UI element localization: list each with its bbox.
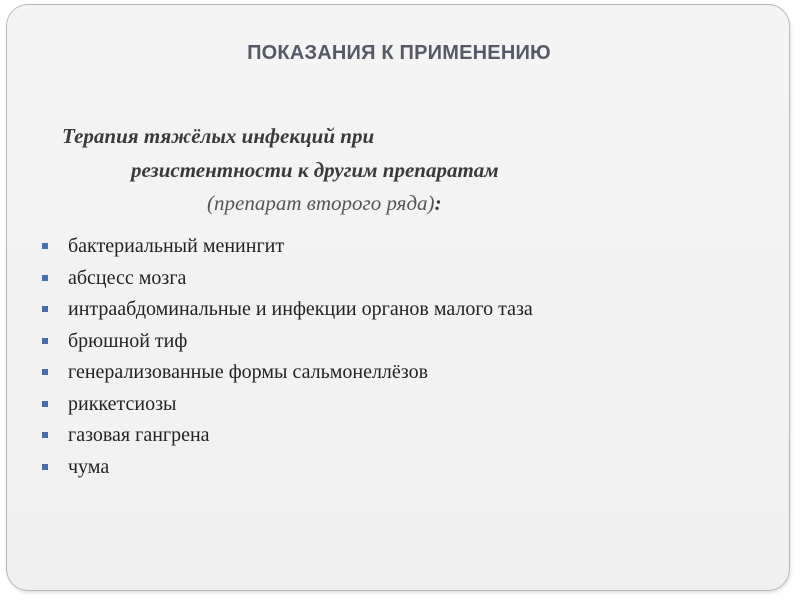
list-item-text: бактериальный менингит [68, 235, 285, 257]
list-item [41, 263, 533, 295]
slide-frame [6, 4, 790, 591]
list-item-text: чума [68, 455, 110, 478]
square-bullet-icon [42, 243, 48, 249]
square-bullet-icon [42, 306, 48, 312]
list-item-text: генерализованные формы сальмонеллёзов [68, 361, 429, 383]
square-bullet-icon [42, 338, 48, 344]
list-item [41, 357, 533, 389]
list-item [41, 420, 533, 452]
slide-title: ПОКАЗАНИЯ К ПРИМЕНЕНИЮ [247, 42, 551, 64]
list-item [41, 452, 533, 484]
square-bullet-icon [42, 432, 48, 438]
list-item [41, 294, 533, 326]
list-item-text: риккетсиозы [68, 392, 177, 415]
list-item-text: абсцесс мозга [68, 266, 187, 289]
subtitle-line-1: Терапия тяжёлых инфекций при [62, 124, 375, 148]
subtitle-note: (препарат второго ряда) [207, 191, 435, 215]
subtitle-colon: : [434, 191, 442, 215]
square-bullet-icon [42, 464, 48, 470]
list-item-text: брюшной тиф [68, 329, 188, 352]
list-item [41, 231, 533, 263]
subtitle-line-2: резистентности к другим препаратам [131, 158, 499, 182]
list-item [41, 389, 533, 421]
subtitle-line-3 [207, 191, 442, 216]
indications-list [41, 231, 533, 483]
square-bullet-icon [42, 369, 48, 375]
list-item-text: интраабдоминальные и инфекции органов малого таза [68, 298, 533, 320]
square-bullet-icon [42, 401, 48, 407]
list-item [41, 326, 533, 358]
list-item-text: газовая гангрена [68, 424, 210, 446]
square-bullet-icon [42, 275, 48, 281]
